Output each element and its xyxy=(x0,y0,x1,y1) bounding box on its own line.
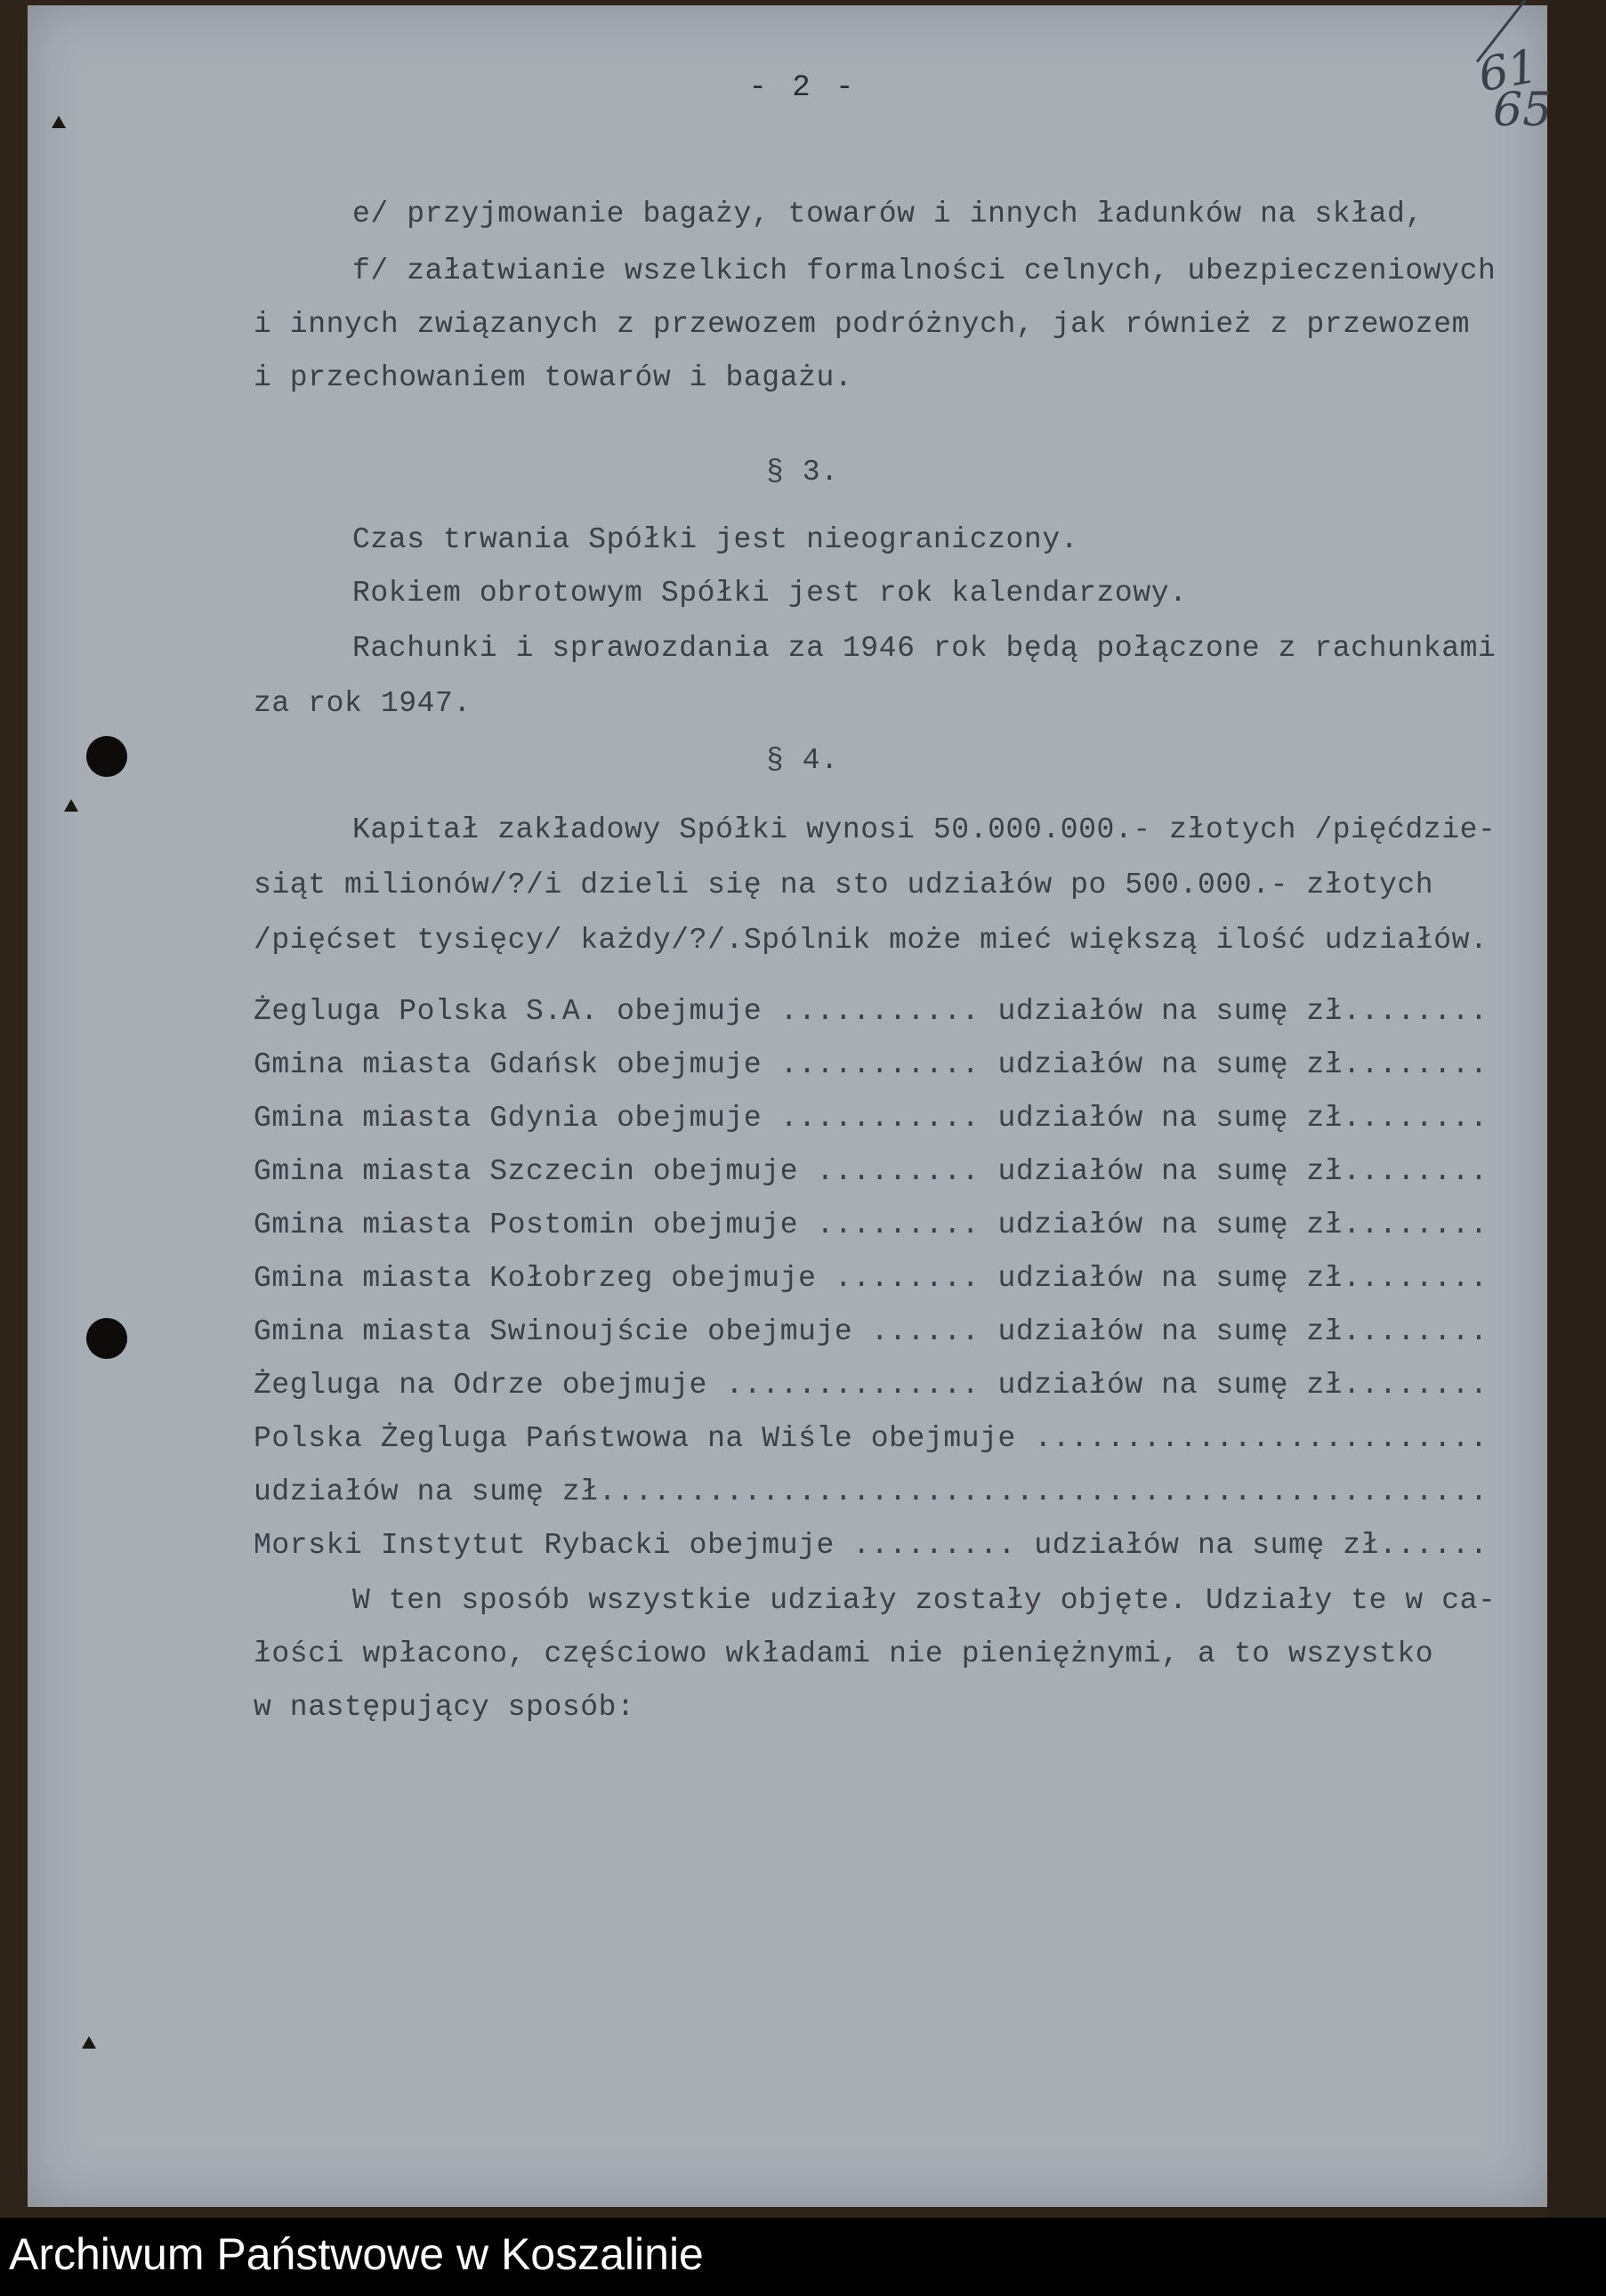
punch-hole-top xyxy=(86,736,127,777)
section-heading: § 3. xyxy=(766,456,839,489)
text-line: Rokiem obrotowym Spółki jest rok kalendarzowy. xyxy=(352,577,1188,610)
folio-number xyxy=(1468,39,1566,142)
text-line: e/ przyjmowanie bagaży, towarów i innych ładunków na skład, xyxy=(352,198,1424,230)
archive-name: Archiwum Państwowe w Koszalinie xyxy=(9,2229,704,2279)
shareholder-line: Polska Żegluga Państwowa na Wiśle obejmuje ......................... xyxy=(254,1422,1489,1455)
archive-footer xyxy=(0,2218,1606,2296)
page-edge xyxy=(1547,0,1606,2218)
shareholder-line: Gmina miasta Gdańsk obejmuje ........... udziałów na sumę zł........ xyxy=(254,1048,1489,1081)
shareholder-line: udziałów na sumę zł................................................. xyxy=(254,1475,1489,1508)
text-line: /pięćset tysięcy/ każdy/?/.Spólnik może mieć większą ilość udziałów. xyxy=(254,924,1489,957)
margin-mark xyxy=(64,799,78,812)
margin-mark xyxy=(52,116,66,128)
text-line: Czas trwania Spółki jest nieograniczony. xyxy=(352,523,1079,556)
shareholder-line: Gmina miasta Swinoujście obejmuje ...... udziałów na sumę zł........ xyxy=(254,1315,1489,1348)
shareholder-line: Żegluga na Odrze obejmuje .............. udziałów na sumę zł........ xyxy=(254,1369,1489,1402)
text-line: za rok 1947. xyxy=(254,687,472,720)
shareholder-line: Żegluga Polska S.A. obejmuje ........... udziałów na sumę zł........ xyxy=(254,995,1489,1028)
shareholder-line: Gmina miasta Szczecin obejmuje ......... udziałów na sumę zł........ xyxy=(254,1155,1489,1188)
folio-crossed: 61 xyxy=(1474,39,1542,103)
text-line: łości wpłacono, częściowo wkładami nie pieniężnymi, a to wszystko xyxy=(254,1637,1434,1670)
text-line: Rachunki i sprawozdania za 1946 rok będą połączone z rachunkami xyxy=(352,632,1497,665)
text-line: i przechowaniem towarów i bagażu. xyxy=(254,361,853,394)
text-line: siąt milionów/?/i dzieli się na sto udziałów po 500.000.- złotych xyxy=(254,869,1434,901)
page-number: - 2 - xyxy=(748,71,858,105)
folio-current: 65 xyxy=(1493,84,1553,137)
punch-hole-bottom xyxy=(86,1318,127,1359)
shareholder-line: Morski Instytut Rybacki obejmuje ......... udziałów na sumę zł...... xyxy=(254,1529,1489,1562)
text-line: w następujący sposób: xyxy=(254,1691,635,1724)
shareholder-line: Gmina miasta Kołobrzeg obejmuje ........ udziałów na sumę zł........ xyxy=(254,1262,1489,1295)
shareholder-line: Gmina miasta Postomin obejmuje ......... udziałów na sumę zł........ xyxy=(254,1209,1489,1241)
text-line: f/ załatwianie wszelkich formalności celnych, ubezpieczeniowych xyxy=(352,255,1497,287)
section-heading: § 4. xyxy=(766,744,839,777)
margin-mark xyxy=(82,2036,96,2049)
shareholder-line: Gmina miasta Gdynia obejmuje ........... udziałów na sumę zł........ xyxy=(254,1102,1489,1135)
text-line: W ten sposób wszystkie udziały zostały objęte. Udziały te w ca- xyxy=(352,1584,1497,1617)
text-line: Kapitał zakładowy Spółki wynosi 50.000.000.- złotych /pięćdzie- xyxy=(352,813,1497,846)
text-line: i innych związanych z przewozem podróżnych, jak również z przewozem xyxy=(254,308,1471,341)
